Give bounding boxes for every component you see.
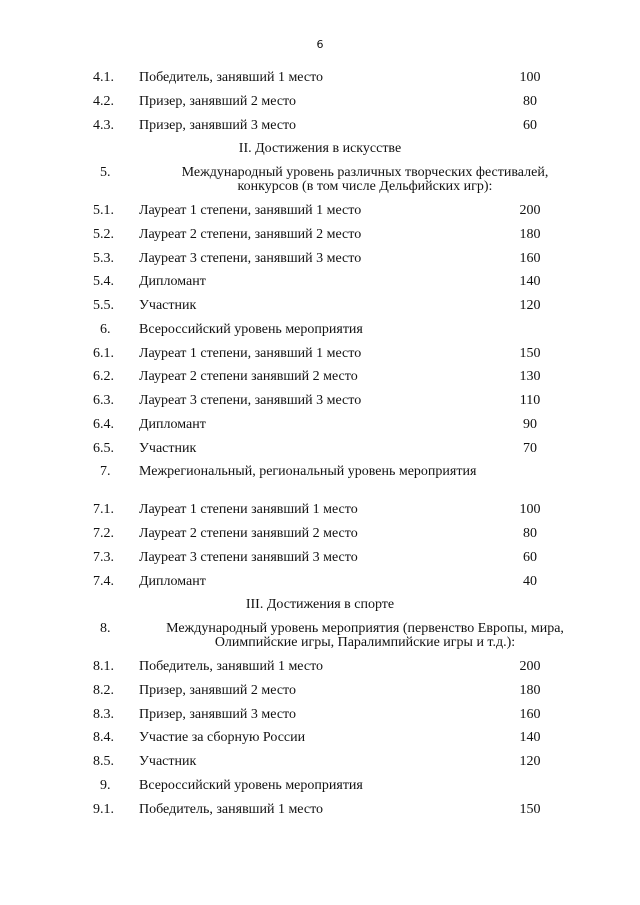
item-text: Всероссийский уровень мероприятия <box>139 321 363 337</box>
category-row <box>0 161 640 199</box>
item-points: 200 <box>519 659 541 674</box>
item-number: 4.3. <box>93 117 114 133</box>
item-text: Призер, занявший 3 место <box>139 706 296 722</box>
item-points: 100 <box>519 502 541 518</box>
item-number: 9.1. <box>93 801 114 817</box>
item-points: 180 <box>519 226 541 242</box>
item-text: Лауреат 2 степени, занявший 2 место <box>139 226 362 242</box>
item-number: 5.1. <box>93 203 114 218</box>
item-text: Дипломант <box>139 573 206 589</box>
table-row <box>0 798 640 822</box>
item-number: 8.1. <box>93 659 114 674</box>
page-number: 6 <box>316 38 324 51</box>
item-points: 130 <box>519 369 541 385</box>
item-number: 7. <box>100 464 111 480</box>
table-row <box>0 655 640 679</box>
item-points: 150 <box>519 801 541 817</box>
item-text: Призер, занявший 3 место <box>139 117 296 133</box>
category-row <box>0 460 640 498</box>
table-row <box>0 294 640 318</box>
section-heading <box>0 593 640 617</box>
item-text: Дипломант <box>139 274 206 290</box>
item-text: Лауреат 1 степени занявший 1 место <box>139 502 358 518</box>
item-number: 7.2. <box>93 526 114 541</box>
item-number: 6.2. <box>93 369 114 385</box>
category-row <box>0 774 640 798</box>
item-number: 6. <box>100 321 111 337</box>
table-row <box>0 270 640 294</box>
item-number: 5.2. <box>93 226 114 242</box>
item-points: 120 <box>519 754 541 769</box>
item-text: Победитель, занявший 1 место <box>139 70 324 85</box>
item-text: Лауреат 3 степени занявший 3 место <box>139 549 358 565</box>
item-points: 140 <box>519 274 541 290</box>
item-text: Международный уровень различных творческих фестивалей, конкурсов (в том числе Дельфийских игр): <box>181 165 549 194</box>
table-row <box>0 247 640 271</box>
item-number: 8.2. <box>93 682 114 698</box>
item-points: 70 <box>523 440 537 456</box>
item-text: Участник <box>139 754 197 769</box>
item-text: Дипломант <box>139 416 206 432</box>
item-number: 4.1. <box>93 70 114 85</box>
item-text: Участие за сборную России <box>139 730 306 746</box>
item-points: 160 <box>519 706 541 722</box>
category-row <box>0 617 640 655</box>
item-text: Победитель, занявший 1 место <box>139 659 324 674</box>
item-points: 60 <box>523 117 537 133</box>
section-heading <box>0 137 640 161</box>
item-number: 6.4. <box>93 416 114 432</box>
item-number: 6.5. <box>93 440 114 456</box>
item-number: 8.3. <box>93 706 114 722</box>
category-row <box>0 318 640 342</box>
item-points: 40 <box>523 573 537 589</box>
table-row <box>0 90 640 114</box>
achievements-table <box>0 66 640 821</box>
item-text: Победитель, занявший 1 место <box>139 801 324 817</box>
table-row <box>0 498 640 522</box>
item-text: Участник <box>139 298 197 313</box>
item-points: 110 <box>519 393 541 408</box>
item-text: Международный уровень мероприятия (первенство Европы, мира, Олимпийские игры, Паралимпийские игры и т.д.): <box>166 621 564 650</box>
item-number: 4.2. <box>93 93 114 109</box>
table-row <box>0 199 640 223</box>
table-row <box>0 223 640 247</box>
table-row <box>0 342 640 366</box>
item-number: 8.4. <box>93 730 114 746</box>
item-number: 9. <box>100 777 111 793</box>
table-row <box>0 546 640 570</box>
table-row <box>0 365 640 389</box>
table-row <box>0 389 640 413</box>
item-text: Всероссийский уровень мероприятия <box>139 777 363 793</box>
item-points: 180 <box>519 682 541 698</box>
table-row <box>0 522 640 546</box>
section-title: II. Достижения в искусстве <box>238 141 402 157</box>
table-row <box>0 726 640 750</box>
table-row <box>0 413 640 437</box>
item-text: Участник <box>139 440 197 456</box>
item-number: 8.5. <box>93 754 114 769</box>
item-number: 5.5. <box>93 298 114 313</box>
item-number: 7.3. <box>93 549 114 565</box>
item-points: 80 <box>523 526 537 541</box>
item-points: 120 <box>519 298 541 313</box>
section-title: III. Достижения в спорте <box>245 597 395 613</box>
item-number: 7.4. <box>93 573 114 589</box>
item-number: 5. <box>100 165 111 180</box>
table-row <box>0 66 640 90</box>
item-points: 160 <box>519 250 541 266</box>
item-points: 150 <box>519 345 541 361</box>
item-text: Лауреат 3 степени, занявший 3 место <box>139 250 362 266</box>
item-text: Лауреат 2 степени занявший 2 место <box>139 526 358 541</box>
item-text: Лауреат 1 степени, занявший 1 место <box>139 345 362 361</box>
item-text: Лауреат 3 степени, занявший 3 место <box>139 393 362 408</box>
item-number: 5.3. <box>93 250 114 266</box>
table-row <box>0 570 640 594</box>
item-text: Межрегиональный, региональный уровень мероприятия <box>139 464 477 480</box>
item-text: Призер, занявший 2 место <box>139 93 296 109</box>
table-row <box>0 679 640 703</box>
item-points: 80 <box>523 93 537 109</box>
item-number: 6.3. <box>93 393 114 408</box>
item-points: 200 <box>519 203 541 218</box>
item-number: 8. <box>100 621 111 636</box>
table-row <box>0 114 640 138</box>
item-points: 100 <box>519 70 541 85</box>
item-points: 60 <box>523 549 537 565</box>
table-row <box>0 437 640 461</box>
item-text: Призер, занявший 2 место <box>139 682 296 698</box>
item-number: 5.4. <box>93 274 114 290</box>
table-row <box>0 703 640 727</box>
item-text: Лауреат 2 степени занявший 2 место <box>139 369 358 385</box>
item-points: 140 <box>519 730 541 746</box>
item-points: 90 <box>523 416 537 432</box>
item-number: 7.1. <box>93 502 114 518</box>
item-number: 6.1. <box>93 345 114 361</box>
item-text: Лауреат 1 степени, занявший 1 место <box>139 203 362 218</box>
table-row <box>0 750 640 774</box>
